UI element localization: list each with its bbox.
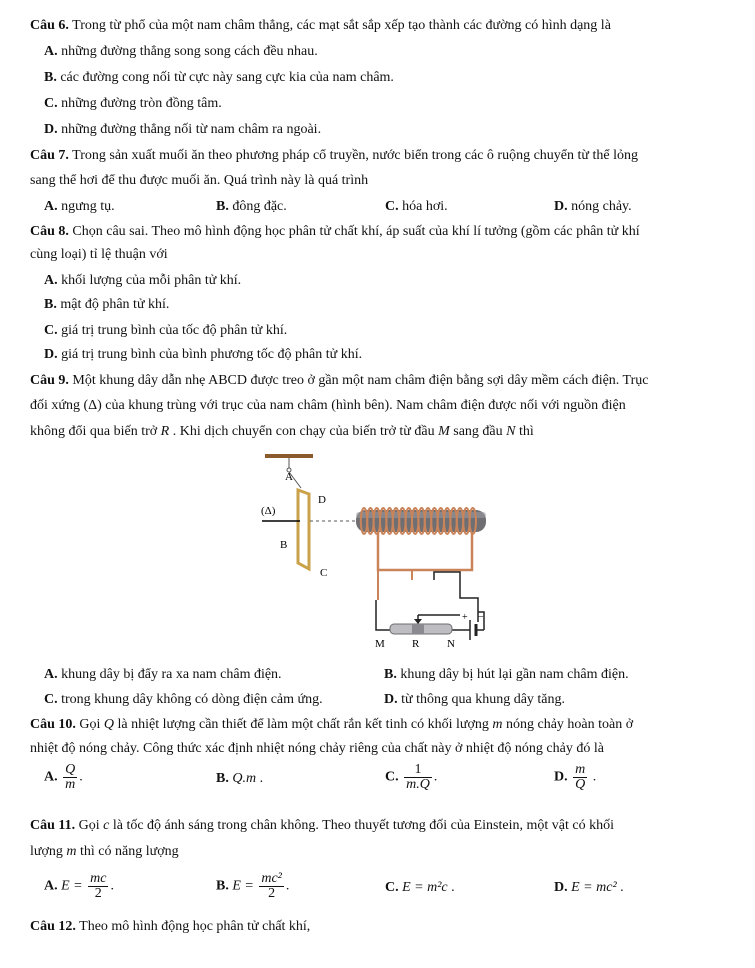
option-text: khung dây bị hút lại gần nam châm điện. bbox=[396, 667, 629, 682]
option-text: giá trị trung bình của bình phương tốc độ phân tử khí. bbox=[57, 347, 363, 362]
q11-option-a bbox=[44, 872, 114, 901]
q10-stem-Q: Q bbox=[103, 717, 115, 732]
q10-stem-part: nóng chảy hoàn toàn ở bbox=[502, 717, 634, 732]
option-letter: D. bbox=[554, 880, 568, 895]
label-c: C bbox=[320, 567, 328, 579]
q9-stem-line2: đối xứng (Δ) của khung trùng với trục của nam châm (hình bên). Nam châm điện được nối với nguồn điện bbox=[30, 398, 626, 413]
q9-stem3-part: sang đầu bbox=[449, 424, 507, 439]
option-text: những đường thẳng nối từ nam châm ra ngoài. bbox=[57, 122, 322, 137]
battery-plus-label: + bbox=[462, 612, 468, 623]
option-tail: . bbox=[447, 880, 455, 895]
q12-stem-text: Theo mô hình động học phân tử chất khí, bbox=[75, 919, 311, 934]
q9-stem3-part: . Khi dịch chuyển con chạy của biến trở từ đầu bbox=[169, 424, 439, 439]
ceiling-support bbox=[265, 454, 313, 458]
q7-stem-line2: sang thể hơi để thu được muối ăn. Quá trình này là quá trình bbox=[30, 173, 369, 188]
option-tail: . bbox=[589, 769, 597, 785]
fraction-denominator: m.Q bbox=[406, 777, 430, 792]
fraction bbox=[88, 872, 108, 901]
option-letter: C. bbox=[385, 769, 399, 785]
label-axis: (Δ) bbox=[261, 505, 276, 517]
option-text: trong khung dây không có dòng điện cảm ứng. bbox=[57, 692, 323, 707]
option-letter: D. bbox=[554, 769, 568, 785]
option-lhs: E = bbox=[61, 878, 83, 894]
option-letter: D. bbox=[44, 122, 58, 137]
wire-coil-loop bbox=[378, 532, 472, 570]
option-letter: B. bbox=[44, 70, 57, 85]
option-text: những đường thẳng song song cách đều nhau. bbox=[57, 44, 318, 59]
q9-stem3-part: thì bbox=[515, 424, 534, 439]
q9-option-b bbox=[384, 666, 629, 684]
fraction-numerator: 1 bbox=[404, 763, 432, 778]
q11-label: Câu 11. bbox=[30, 818, 76, 833]
option-letter: B. bbox=[216, 878, 229, 894]
option-formula: E = m²c bbox=[402, 880, 448, 895]
option-letter: D. bbox=[44, 347, 58, 362]
option-tail: . bbox=[616, 880, 624, 895]
q9-stem-text: Một khung dây dẫn nhẹ ABCD được treo ở gần một nam châm điện bằng sợi dây mềm cách điện. Trục bbox=[68, 373, 649, 388]
q7-label: Câu 7. bbox=[30, 148, 69, 163]
label-d: D bbox=[318, 494, 326, 506]
option-letter: A. bbox=[44, 273, 58, 288]
q10-stem-part: là nhiệt lượng cần thiết để làm một chất rắn kết tinh có khối lượng bbox=[114, 717, 493, 732]
option-lhs: E = bbox=[232, 878, 254, 894]
q9-stem3-part: không đổi qua biến trở bbox=[30, 424, 161, 439]
q10-option-c bbox=[385, 763, 437, 792]
q9-option-d bbox=[384, 691, 565, 709]
q10-stem-part: Gọi bbox=[75, 717, 104, 732]
option-letter: C. bbox=[44, 692, 58, 707]
fraction bbox=[63, 763, 77, 792]
q10-stem-line1 bbox=[30, 716, 633, 734]
q11-option-d bbox=[554, 879, 624, 897]
q11-stem-c: c bbox=[103, 818, 110, 833]
fraction bbox=[404, 763, 432, 792]
option-text: khung dây bị đẩy ra xa nam châm điện. bbox=[57, 667, 282, 682]
option-tail: . bbox=[256, 771, 264, 786]
q12-label: Câu 12. bbox=[30, 919, 76, 934]
q11-stem-line2 bbox=[30, 843, 179, 861]
q9-label: Câu 9. bbox=[30, 373, 69, 388]
q6-stem-text: Trong từ phổ của một nam châm thẳng, các mạt sắt sắp xếp tạo thành các đường có hình dạng là bbox=[68, 18, 611, 33]
option-letter: B. bbox=[384, 667, 397, 682]
q8-label: Câu 8. bbox=[30, 224, 69, 239]
option-tail: . bbox=[110, 878, 114, 894]
q11-stem-part: Gọi bbox=[75, 818, 104, 833]
q8-stem-line2: cùng loại) tỉ lệ thuận với bbox=[30, 247, 168, 262]
fraction-numerator: mc² bbox=[261, 871, 282, 886]
option-letter: C. bbox=[44, 96, 58, 111]
option-text: khối lượng của mỗi phân tử khí. bbox=[57, 273, 242, 288]
slider-arrow bbox=[414, 619, 422, 624]
option-tail: . bbox=[285, 878, 290, 894]
q11-stem-part: lượng bbox=[30, 844, 67, 859]
option-formula: E = mc² bbox=[571, 880, 617, 895]
q6-label: Câu 6. bbox=[30, 18, 69, 33]
option-text: các đường cong nối từ cực này sang cực kia của nam châm. bbox=[56, 70, 394, 85]
q11-option-c bbox=[385, 879, 455, 897]
q12-stem bbox=[30, 918, 310, 936]
fraction-numerator: m bbox=[575, 762, 586, 777]
option-text: từ thông qua khung dây tăng. bbox=[397, 692, 566, 707]
q10-stem-m: m bbox=[492, 717, 503, 732]
fraction bbox=[573, 763, 587, 792]
option-text: mật độ phân tử khí. bbox=[56, 297, 170, 312]
q11-stem-m: m bbox=[66, 844, 77, 859]
fraction-denominator: 2 bbox=[268, 886, 276, 901]
q10-label: Câu 10. bbox=[30, 717, 76, 732]
q10-option-a bbox=[44, 763, 83, 792]
iron-core-highlight bbox=[356, 512, 486, 518]
fraction-denominator: m bbox=[65, 777, 76, 792]
option-letter: D. bbox=[554, 199, 568, 214]
rheostat-slider bbox=[412, 624, 424, 634]
q11-stem-part: thì có năng lượng bbox=[76, 844, 179, 859]
option-letter: D. bbox=[384, 692, 398, 707]
q9-stem3-R: R bbox=[160, 424, 170, 439]
label-m: M bbox=[375, 638, 385, 650]
option-text: nóng chảy. bbox=[567, 199, 632, 214]
q11-option-b bbox=[216, 872, 289, 901]
option-text: giá trị trung bình của tốc độ phân tử khí. bbox=[57, 323, 288, 338]
label-n: N bbox=[447, 638, 455, 650]
fraction bbox=[259, 872, 284, 901]
option-letter: A. bbox=[44, 769, 58, 785]
fraction-denominator: Q bbox=[575, 777, 586, 792]
option-letter: B. bbox=[216, 199, 229, 214]
q7-stem-text: Trong sản xuất muối ăn theo phương pháp cổ truyền, nước biển trong các ô ruộng chuyển từ thể lỏng bbox=[68, 148, 638, 163]
option-letter: A. bbox=[44, 199, 58, 214]
q10-option-b bbox=[216, 770, 263, 788]
q9-option-a bbox=[44, 666, 282, 684]
option-text: đông đặc. bbox=[228, 199, 287, 214]
label-b: B bbox=[280, 539, 288, 551]
option-letter: C. bbox=[44, 323, 58, 338]
q10-option-d bbox=[554, 763, 596, 792]
fraction-denominator: 2 bbox=[94, 886, 102, 901]
option-letter: B. bbox=[44, 297, 57, 312]
wire-left-circuit bbox=[376, 600, 390, 630]
option-letter: C. bbox=[385, 880, 399, 895]
option-letter: A. bbox=[44, 878, 58, 894]
coil-frame-abcd bbox=[298, 490, 309, 569]
option-text: hóa hơi. bbox=[398, 199, 448, 214]
option-letter: C. bbox=[385, 199, 399, 214]
label-r: R bbox=[412, 638, 420, 650]
option-letter: A. bbox=[44, 667, 58, 682]
option-formula: Q.m bbox=[232, 771, 257, 786]
q9-option-c bbox=[44, 691, 323, 709]
option-text: những đường tròn đồng tâm. bbox=[57, 96, 222, 111]
option-tail: . bbox=[433, 769, 438, 785]
q10-stem-line2: nhiệt độ nóng chảy. Công thức xác định nhiệt nóng chảy riêng của chất này ở nhiệt độ nóng chảy đó là bbox=[30, 741, 604, 756]
q11-stem-part: là tốc độ ánh sáng trong chân không. Theo thuyết tương đối của Einstein, một vật có khối bbox=[109, 818, 614, 833]
option-letter: A. bbox=[44, 44, 58, 59]
fraction-numerator: mc bbox=[90, 871, 107, 886]
q8-stem-text: Chọn câu sai. Theo mô hình động học phân tử chất khí, áp suất của khí lí tưởng (gồm các phân tử khí bbox=[68, 224, 640, 239]
label-a: A bbox=[285, 471, 293, 483]
option-tail: . bbox=[79, 769, 83, 785]
fraction-numerator: Q bbox=[65, 762, 76, 777]
option-text: ngưng tụ. bbox=[57, 199, 115, 214]
battery-minus-label: − bbox=[478, 612, 484, 623]
option-letter: B. bbox=[216, 771, 229, 786]
q11-stem-line1 bbox=[30, 817, 614, 835]
q9-stem3-M: M bbox=[438, 424, 450, 439]
q9-stem3-N: N bbox=[506, 424, 516, 439]
